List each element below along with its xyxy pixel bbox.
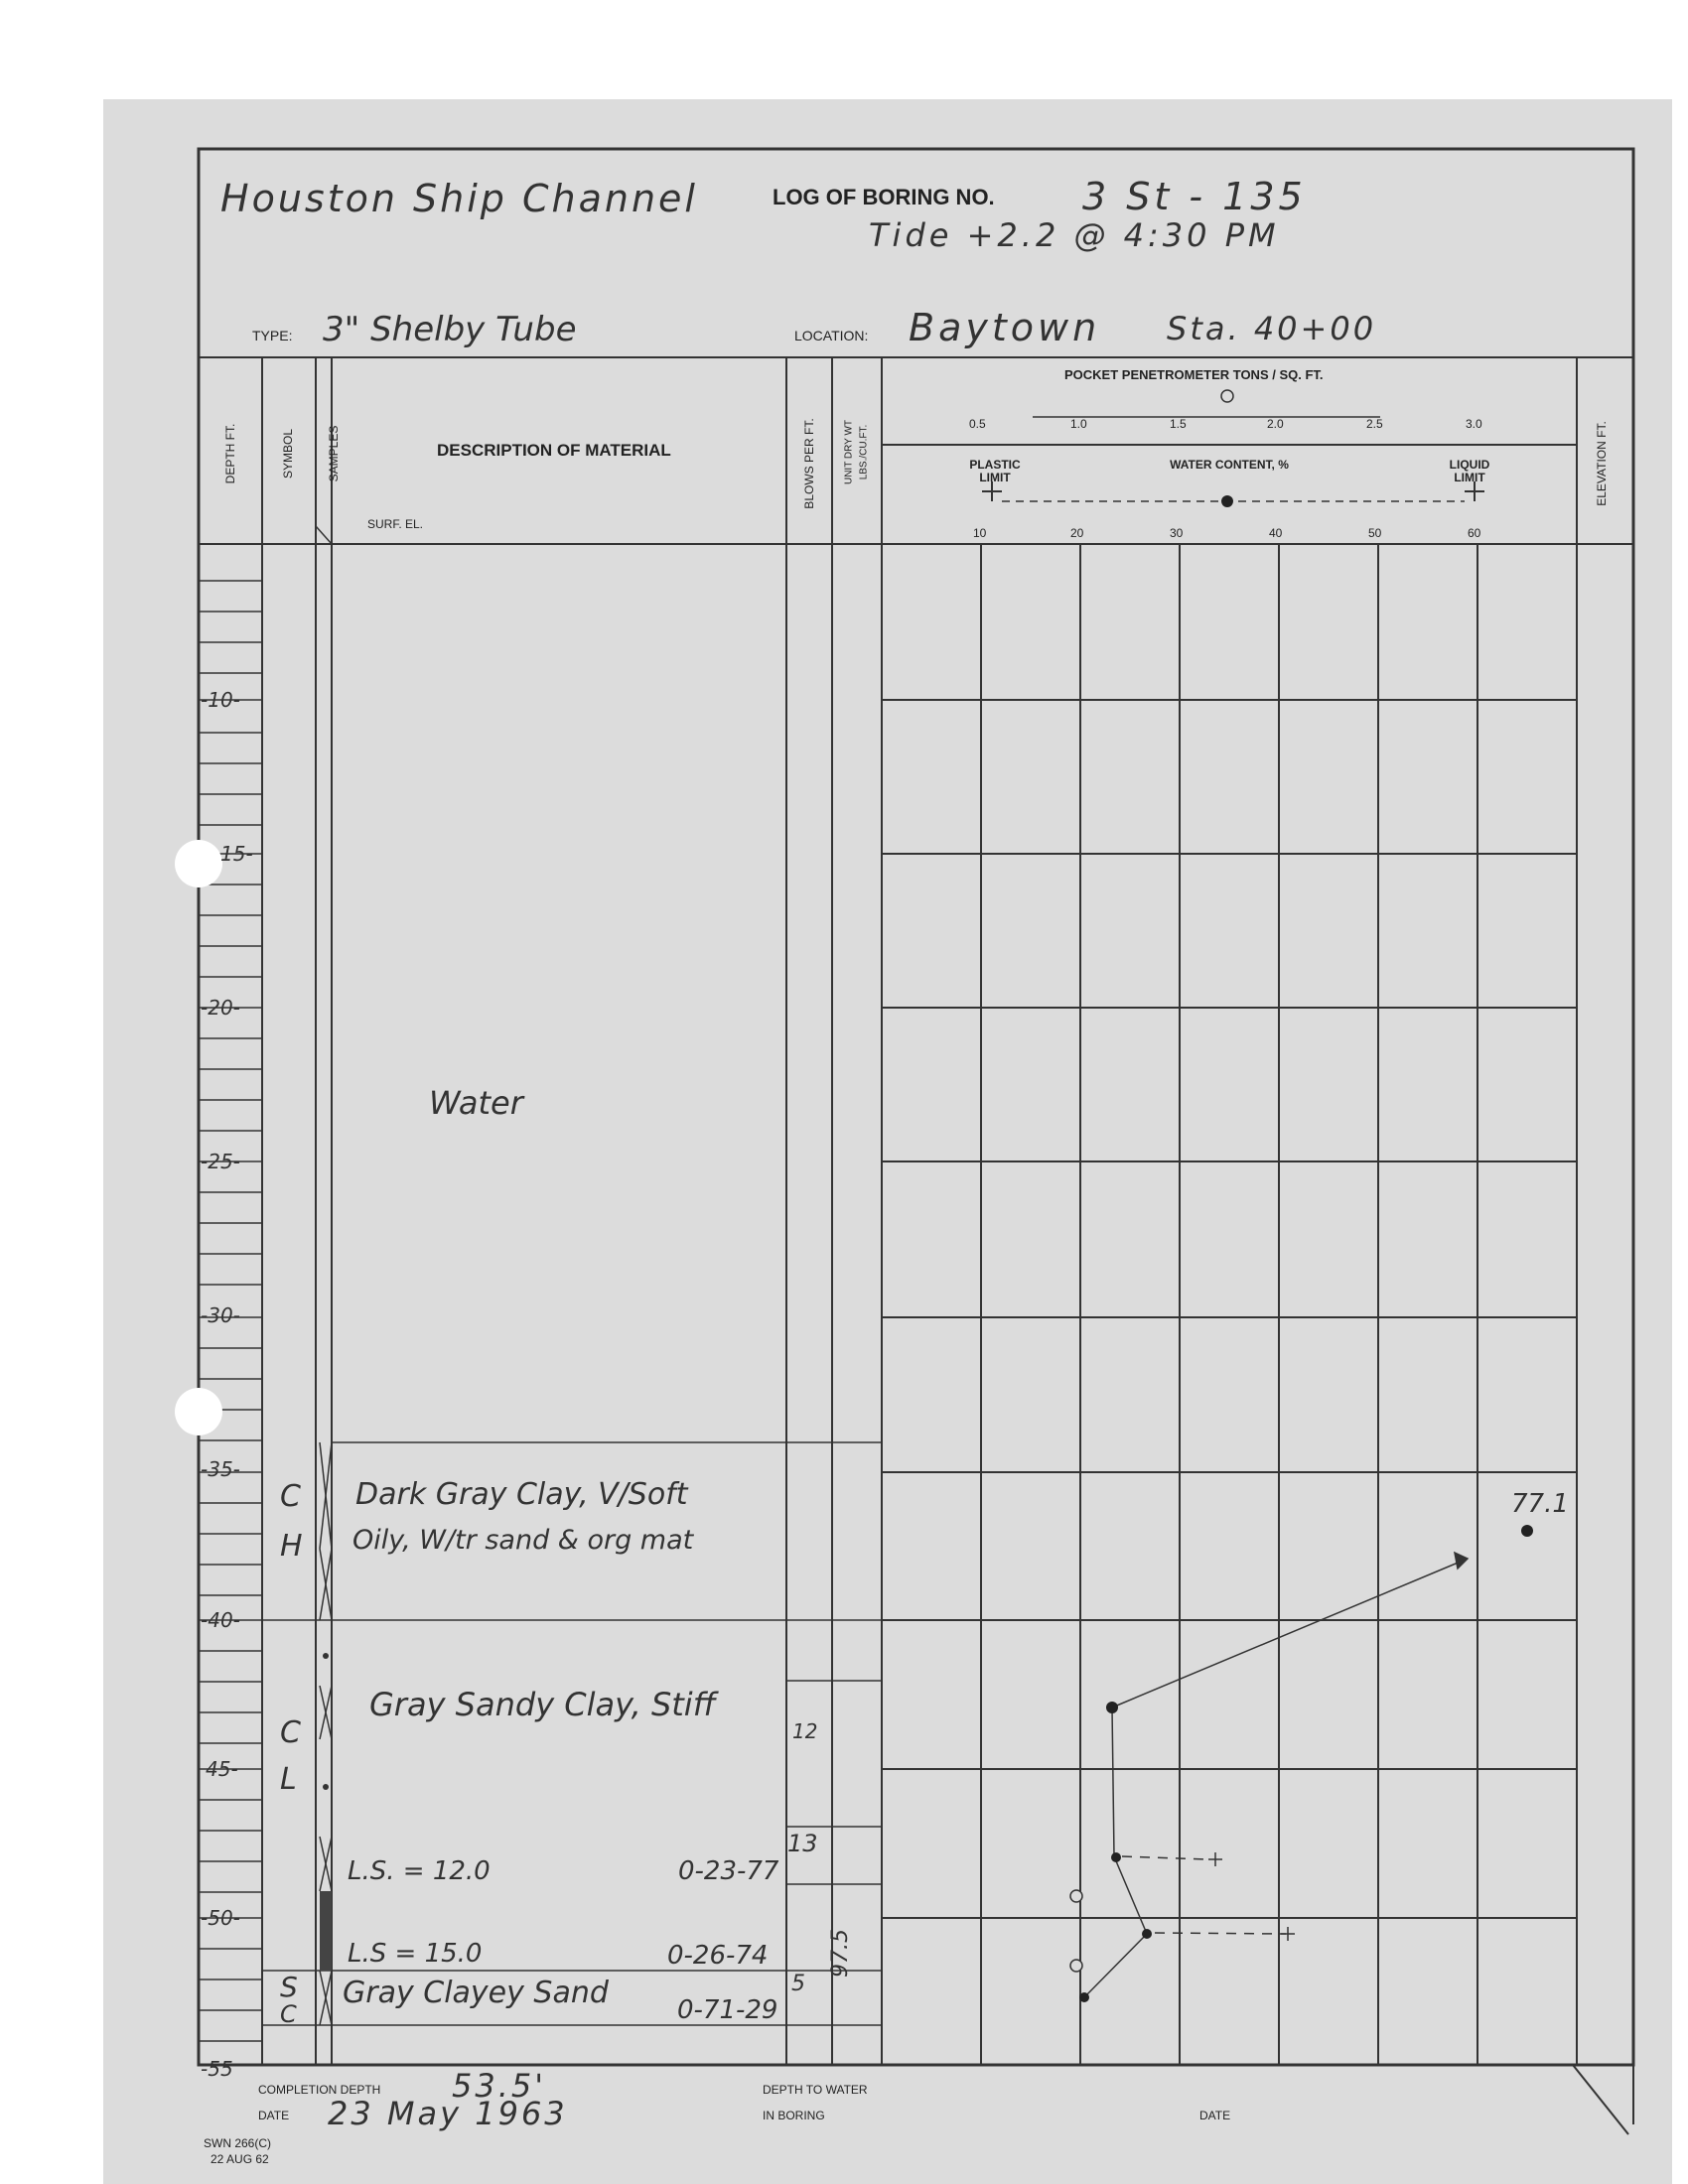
wc-tick: 60 bbox=[1468, 526, 1481, 540]
type-label: TYPE: bbox=[252, 328, 293, 343]
stratum-ch-desc: Oily, W/tr sand & org mat bbox=[352, 1525, 694, 1556]
test-result: 0-26-74 bbox=[667, 1941, 769, 1971]
unit-dry-wt-units: LBS./CU.FT. bbox=[858, 424, 870, 480]
water-content-label: WATER CONTENT, % bbox=[1170, 458, 1289, 472]
pen-tick: 1.0 bbox=[1070, 417, 1087, 431]
unit-dry-wt-header: UNIT DRY WT bbox=[843, 420, 855, 485]
depth-label: -25- bbox=[201, 1150, 240, 1173]
depth-label: 15- bbox=[220, 842, 253, 866]
depth-label: -55 bbox=[201, 2057, 233, 2081]
description-header: DESCRIPTION OF MATERIAL bbox=[437, 441, 671, 460]
pen-tick: 2.5 bbox=[1366, 417, 1383, 431]
surf-el-label: SURF. EL. bbox=[367, 517, 424, 531]
symbol-header: SYMBOL bbox=[281, 429, 295, 479]
wc-tick: 20 bbox=[1070, 526, 1084, 540]
completion-depth-label: COMPLETION DEPTH bbox=[258, 2083, 381, 2097]
unit-dry-weight: 97.5 bbox=[827, 1929, 853, 1978]
date-label: DATE bbox=[258, 2109, 290, 2122]
date-label-2: DATE bbox=[1199, 2109, 1231, 2122]
samples-header: SAMPLES bbox=[327, 425, 341, 482]
blows-value: 5 bbox=[791, 1972, 805, 1996]
penetrometer-title: POCKET PENETROMETER TONS / SQ. FT. bbox=[1064, 367, 1324, 382]
test-result: 0-71-29 bbox=[677, 1995, 778, 2025]
elevation-header: ELEVATION FT. bbox=[1595, 421, 1609, 506]
wc-tick: 50 bbox=[1368, 526, 1382, 540]
pen-tick: 1.5 bbox=[1170, 417, 1187, 431]
liquid-limit-label: LIQUID LIMIT bbox=[1449, 458, 1490, 484]
boring-number: 3 St - 135 bbox=[1082, 175, 1307, 218]
depth-label: -10- bbox=[201, 688, 240, 712]
blows-value: 12 bbox=[792, 1719, 818, 1743]
sc-symbol: S bbox=[280, 1971, 298, 2003]
depth-label: -50- bbox=[201, 1906, 240, 1930]
station-value: Sta. 40+00 bbox=[1167, 310, 1377, 347]
depth-label: -30- bbox=[201, 1303, 240, 1327]
form-number: SWN 266(C) bbox=[204, 2136, 272, 2150]
depth-label: -40- bbox=[201, 1608, 240, 1632]
cl-symbol: C bbox=[280, 1715, 301, 1750]
cl-symbol: L bbox=[280, 1762, 297, 1797]
ch-symbol: C bbox=[280, 1479, 301, 1514]
project-name: Houston Ship Channel bbox=[220, 177, 698, 220]
wc-tick: 10 bbox=[973, 526, 987, 540]
pen-tick: 0.5 bbox=[969, 417, 986, 431]
in-boring-label: IN BORING bbox=[763, 2109, 825, 2122]
sc-symbol: C bbox=[280, 2000, 297, 2028]
wc-tick: 30 bbox=[1170, 526, 1184, 540]
tide-note: Tide +2.2 @ 4:30 PM bbox=[869, 216, 1280, 254]
type-value: 3" Shelby Tube bbox=[323, 310, 577, 349]
depth-label: -20- bbox=[201, 996, 240, 1020]
water-content-value: 77.1 bbox=[1511, 1489, 1569, 1519]
stratum-sc-desc: Gray Clayey Sand bbox=[343, 1976, 609, 2010]
log-label: LOG OF BORING NO. bbox=[773, 185, 995, 209]
location-value: Baytown bbox=[909, 306, 1101, 349]
location-label: LOCATION: bbox=[794, 328, 869, 343]
depth-header: DEPTH FT. bbox=[223, 423, 237, 484]
ch-symbol: H bbox=[280, 1529, 303, 1564]
stratum-ch-desc: Dark Gray Clay, V/Soft bbox=[355, 1477, 688, 1512]
wc-tick: 40 bbox=[1269, 526, 1283, 540]
blows-header: BLOWS PER FT. bbox=[802, 418, 816, 509]
test-result: 0-23-77 bbox=[678, 1856, 779, 1886]
stratum-cl-desc: Gray Sandy Clay, Stiff bbox=[369, 1686, 716, 1723]
blows-value: 13 bbox=[787, 1830, 818, 1857]
punch-hole bbox=[175, 840, 222, 887]
depth-to-water-label: DEPTH TO WATER bbox=[763, 2083, 868, 2097]
stratum-water: Water bbox=[429, 1084, 523, 1122]
date-value: 23 May 1963 bbox=[328, 2095, 568, 2132]
punch-hole bbox=[175, 1388, 222, 1435]
pen-tick: 2.0 bbox=[1267, 417, 1284, 431]
completion-depth-value: 53.5' bbox=[452, 2067, 547, 2105]
depth-label: 45- bbox=[206, 1757, 238, 1781]
form-date: 22 AUG 62 bbox=[211, 2152, 269, 2166]
ls-note: L.S. = 12.0 bbox=[348, 1856, 491, 1886]
plastic-limit-label: PLASTIC LIMIT bbox=[969, 458, 1021, 484]
depth-label: -35- bbox=[201, 1457, 240, 1481]
ls-note: L.S = 15.0 bbox=[348, 1939, 483, 1969]
pen-tick: 3.0 bbox=[1466, 417, 1482, 431]
